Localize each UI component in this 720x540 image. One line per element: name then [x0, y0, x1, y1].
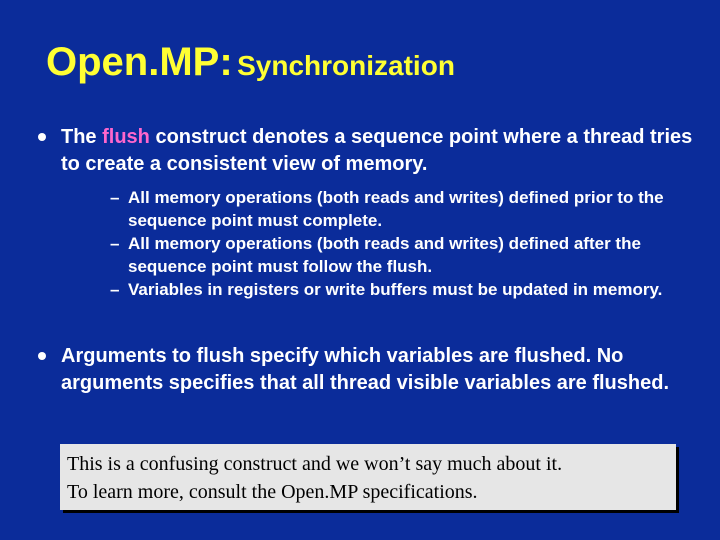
sub-bullet-text: Variables in registers or write buffers must be updated in memory.: [128, 280, 663, 299]
slide-title: [46, 40, 455, 85]
flush-keyword: flush: [102, 126, 150, 148]
note-line-2: To learn more, consult the Open.MP specifications.: [67, 481, 478, 503]
sub-bullet-list: [110, 186, 690, 301]
bullet-text: Arguments to flush specify which variables are flushed. No arguments specifies that all thread visible variables are flushed.: [61, 345, 670, 394]
sub-bullet-text: All memory operations (both reads and writes) defined prior to the sequence point must complete.: [128, 188, 664, 230]
sub-bullet-item: [110, 232, 690, 278]
title-main: Open.MP:: [46, 40, 233, 84]
bullet1-rest: construct denotes a sequence point where a thread tries to create a consistent view of memory.: [61, 126, 693, 175]
note-box: [60, 444, 676, 510]
dash-marker: –: [110, 280, 120, 299]
bullet-dot: [38, 352, 46, 360]
dash-marker: –: [110, 188, 120, 207]
sub-bullet-text: All memory operations (both reads and writes) defined after the sequence point must follow the flush.: [128, 234, 641, 276]
bullet-text: [61, 124, 698, 178]
sub-bullet-item: [110, 278, 690, 301]
note-line-1: This is a confusing construct and we won’t say much about it.: [67, 453, 563, 475]
bullet-dot: [38, 133, 46, 141]
dash-marker: –: [110, 234, 120, 253]
bullet-flush-definition: [38, 124, 698, 178]
bullet-flush-arguments: [38, 343, 698, 397]
title-sub: Synchronization: [237, 50, 455, 81]
bullet1-prefix: The: [61, 126, 103, 148]
sub-bullet-item: [110, 186, 690, 232]
